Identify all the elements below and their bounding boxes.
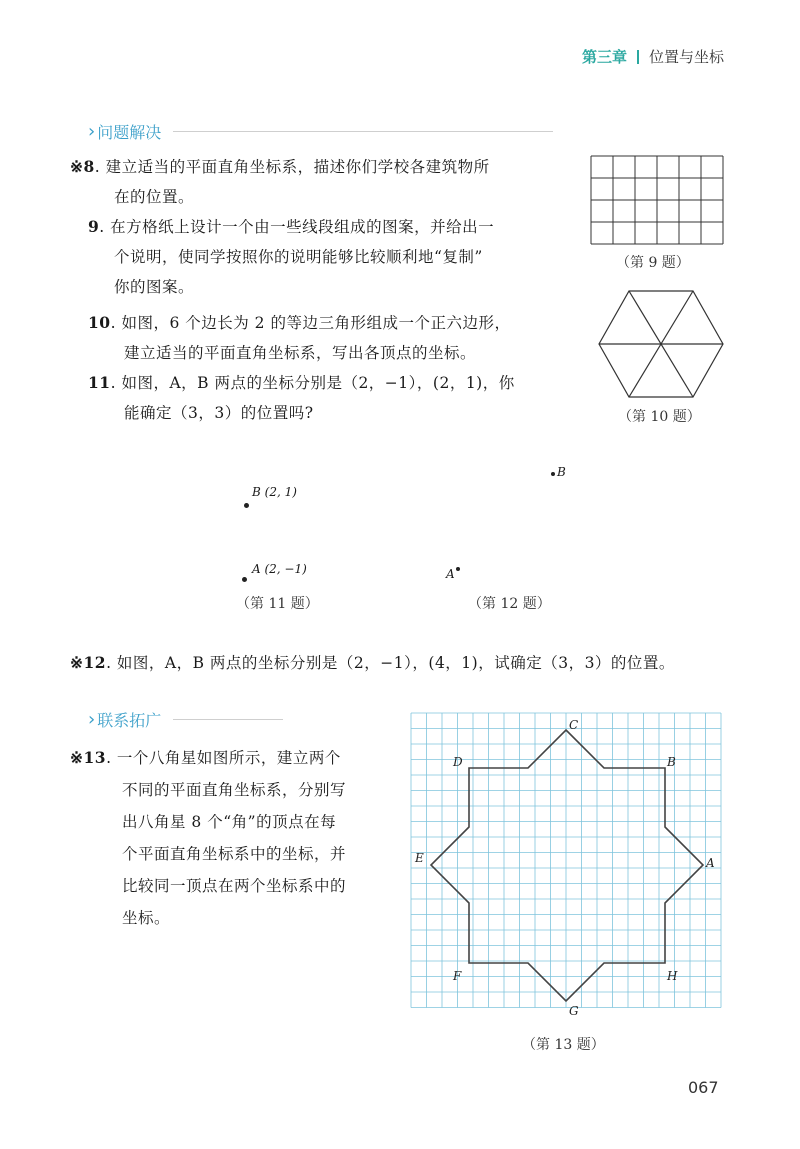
point-a-label: A (2, −1) — [252, 562, 307, 576]
problem-10: 10. 如图，6 个边长为 2 的等边三角形组成一个正六边形， 建立适当的平面直角坐标系，写出各顶点的坐标。 — [88, 308, 598, 368]
point-b-label: B (2, 1) — [252, 485, 297, 499]
problem-9: 9. 在方格纸上设计一个由一些线段组成的图案，并给出一 个说明，使同学按照你的说明能够比较顺利地“复制” 你的图案。 — [88, 212, 588, 302]
figure-10-caption: （第 10 题） — [618, 409, 701, 425]
problem-text: 建立适当的平面直角坐标系，描述你们学校各建筑物所 — [105, 158, 490, 176]
figure-9-grid — [590, 155, 725, 245]
running-header — [582, 46, 724, 67]
section-rule — [173, 131, 553, 132]
problem-number: ※13 — [70, 748, 107, 767]
page-number: 067 — [688, 1078, 719, 1097]
section-heading-extension — [88, 708, 283, 731]
vertex-label-e: E — [415, 851, 424, 865]
problem-number: ※8 — [70, 157, 95, 176]
vertex-label-d: D — [453, 755, 463, 769]
section-title: 联系拓广 — [97, 711, 162, 730]
problem-text: 出八角星 8 个“角”的顶点在每 — [122, 813, 337, 831]
point-a-dot — [456, 567, 460, 571]
problem-text: 个平面直角坐标系中的坐标，并 — [122, 845, 347, 863]
figure-13-octagram — [408, 710, 724, 1030]
problem-13: ※13. 一个八角星如图所示，建立两个 不同的平面直角坐标系，分别写 出八角星 8 个“角”的顶点在每 个平面直角坐标系中的坐标，并 比较同一顶点在两个坐标系中的 坐标。 — [70, 742, 395, 934]
vertex-label-b: B — [667, 755, 676, 769]
vertex-label-a: A — [706, 856, 715, 870]
vertex-label-g: G — [569, 1004, 579, 1018]
section-title: 问题解决 — [97, 123, 162, 142]
problem-12: ※12. 如图，A，B 两点的坐标分别是（2，−1），(4，1)，试确定（3，3）的位置。 — [70, 653, 675, 672]
octagram-outline — [431, 730, 703, 1001]
figure-13-caption: （第 13 题） — [522, 1037, 605, 1053]
point-a-dot — [242, 577, 247, 582]
problem-number: ※12 — [70, 653, 107, 672]
problem-text: 一个八角星如图所示，建立两个 — [116, 749, 341, 767]
problem-number: 9 — [88, 217, 100, 236]
chapter-title: 位置与坐标 — [648, 48, 724, 66]
problem-text: 比较同一顶点在两个坐标系中的 — [122, 877, 347, 895]
problem-text: 建立适当的平面直角坐标系，写出各顶点的坐标。 — [124, 344, 477, 362]
problem-text: 不同的平面直角坐标系，分别写 — [122, 781, 347, 799]
problem-text: 如图，A，B 两点的坐标分别是（2，−1），(4，1)，试确定（3，3）的位置。 — [116, 654, 675, 672]
point-a-label: A — [446, 567, 455, 581]
point-b-dot — [551, 472, 555, 476]
section-heading-problem-solving — [88, 120, 553, 143]
figure-12-caption: （第 12 题） — [468, 596, 551, 612]
figure-11-caption: （第 11 题） — [236, 596, 319, 612]
problem-text: 个说明，使同学按照你的说明能够比较顺利地“复制” — [114, 248, 483, 266]
chevron-right-icon: › — [88, 121, 96, 142]
vertex-label-h: H — [667, 969, 678, 983]
vertex-label-c: C — [569, 718, 579, 732]
point-b-dot — [244, 503, 249, 508]
header-divider — [637, 50, 639, 64]
problem-number: 10 — [88, 313, 111, 332]
problem-11: 11. 如图，A，B 两点的坐标分别是（2，−1），(2，1)，你 能确定（3，3）的位置吗? — [88, 368, 598, 428]
chevron-right-icon: › — [88, 709, 96, 730]
point-b-label: B — [557, 465, 566, 479]
problem-text: 在方格纸上设计一个由一些线段组成的图案，并给出一 — [110, 218, 495, 236]
figure-10-hexagon — [596, 288, 726, 400]
problem-text: 坐标。 — [122, 909, 171, 927]
problem-8: ※8. 建立适当的平面直角坐标系，描述你们学校各建筑物所 在的位置。 — [70, 152, 580, 212]
problem-text: 你的图案。 — [114, 278, 195, 296]
figure-9-caption: （第 9 题） — [616, 255, 690, 271]
chapter-label: 第三章 — [581, 48, 627, 66]
problem-number: 11 — [88, 373, 111, 392]
section-rule — [173, 719, 283, 720]
problem-text: 在的位置。 — [114, 188, 195, 206]
vertex-label-f: F — [453, 969, 462, 983]
problem-text: 能确定（3，3）的位置吗? — [124, 404, 314, 422]
problem-text: 如图，A，B 两点的坐标分别是（2，−1），(2，1)，你 — [121, 374, 515, 392]
problem-text: 如图，6 个边长为 2 的等边三角形组成一个正六边形， — [121, 314, 511, 332]
